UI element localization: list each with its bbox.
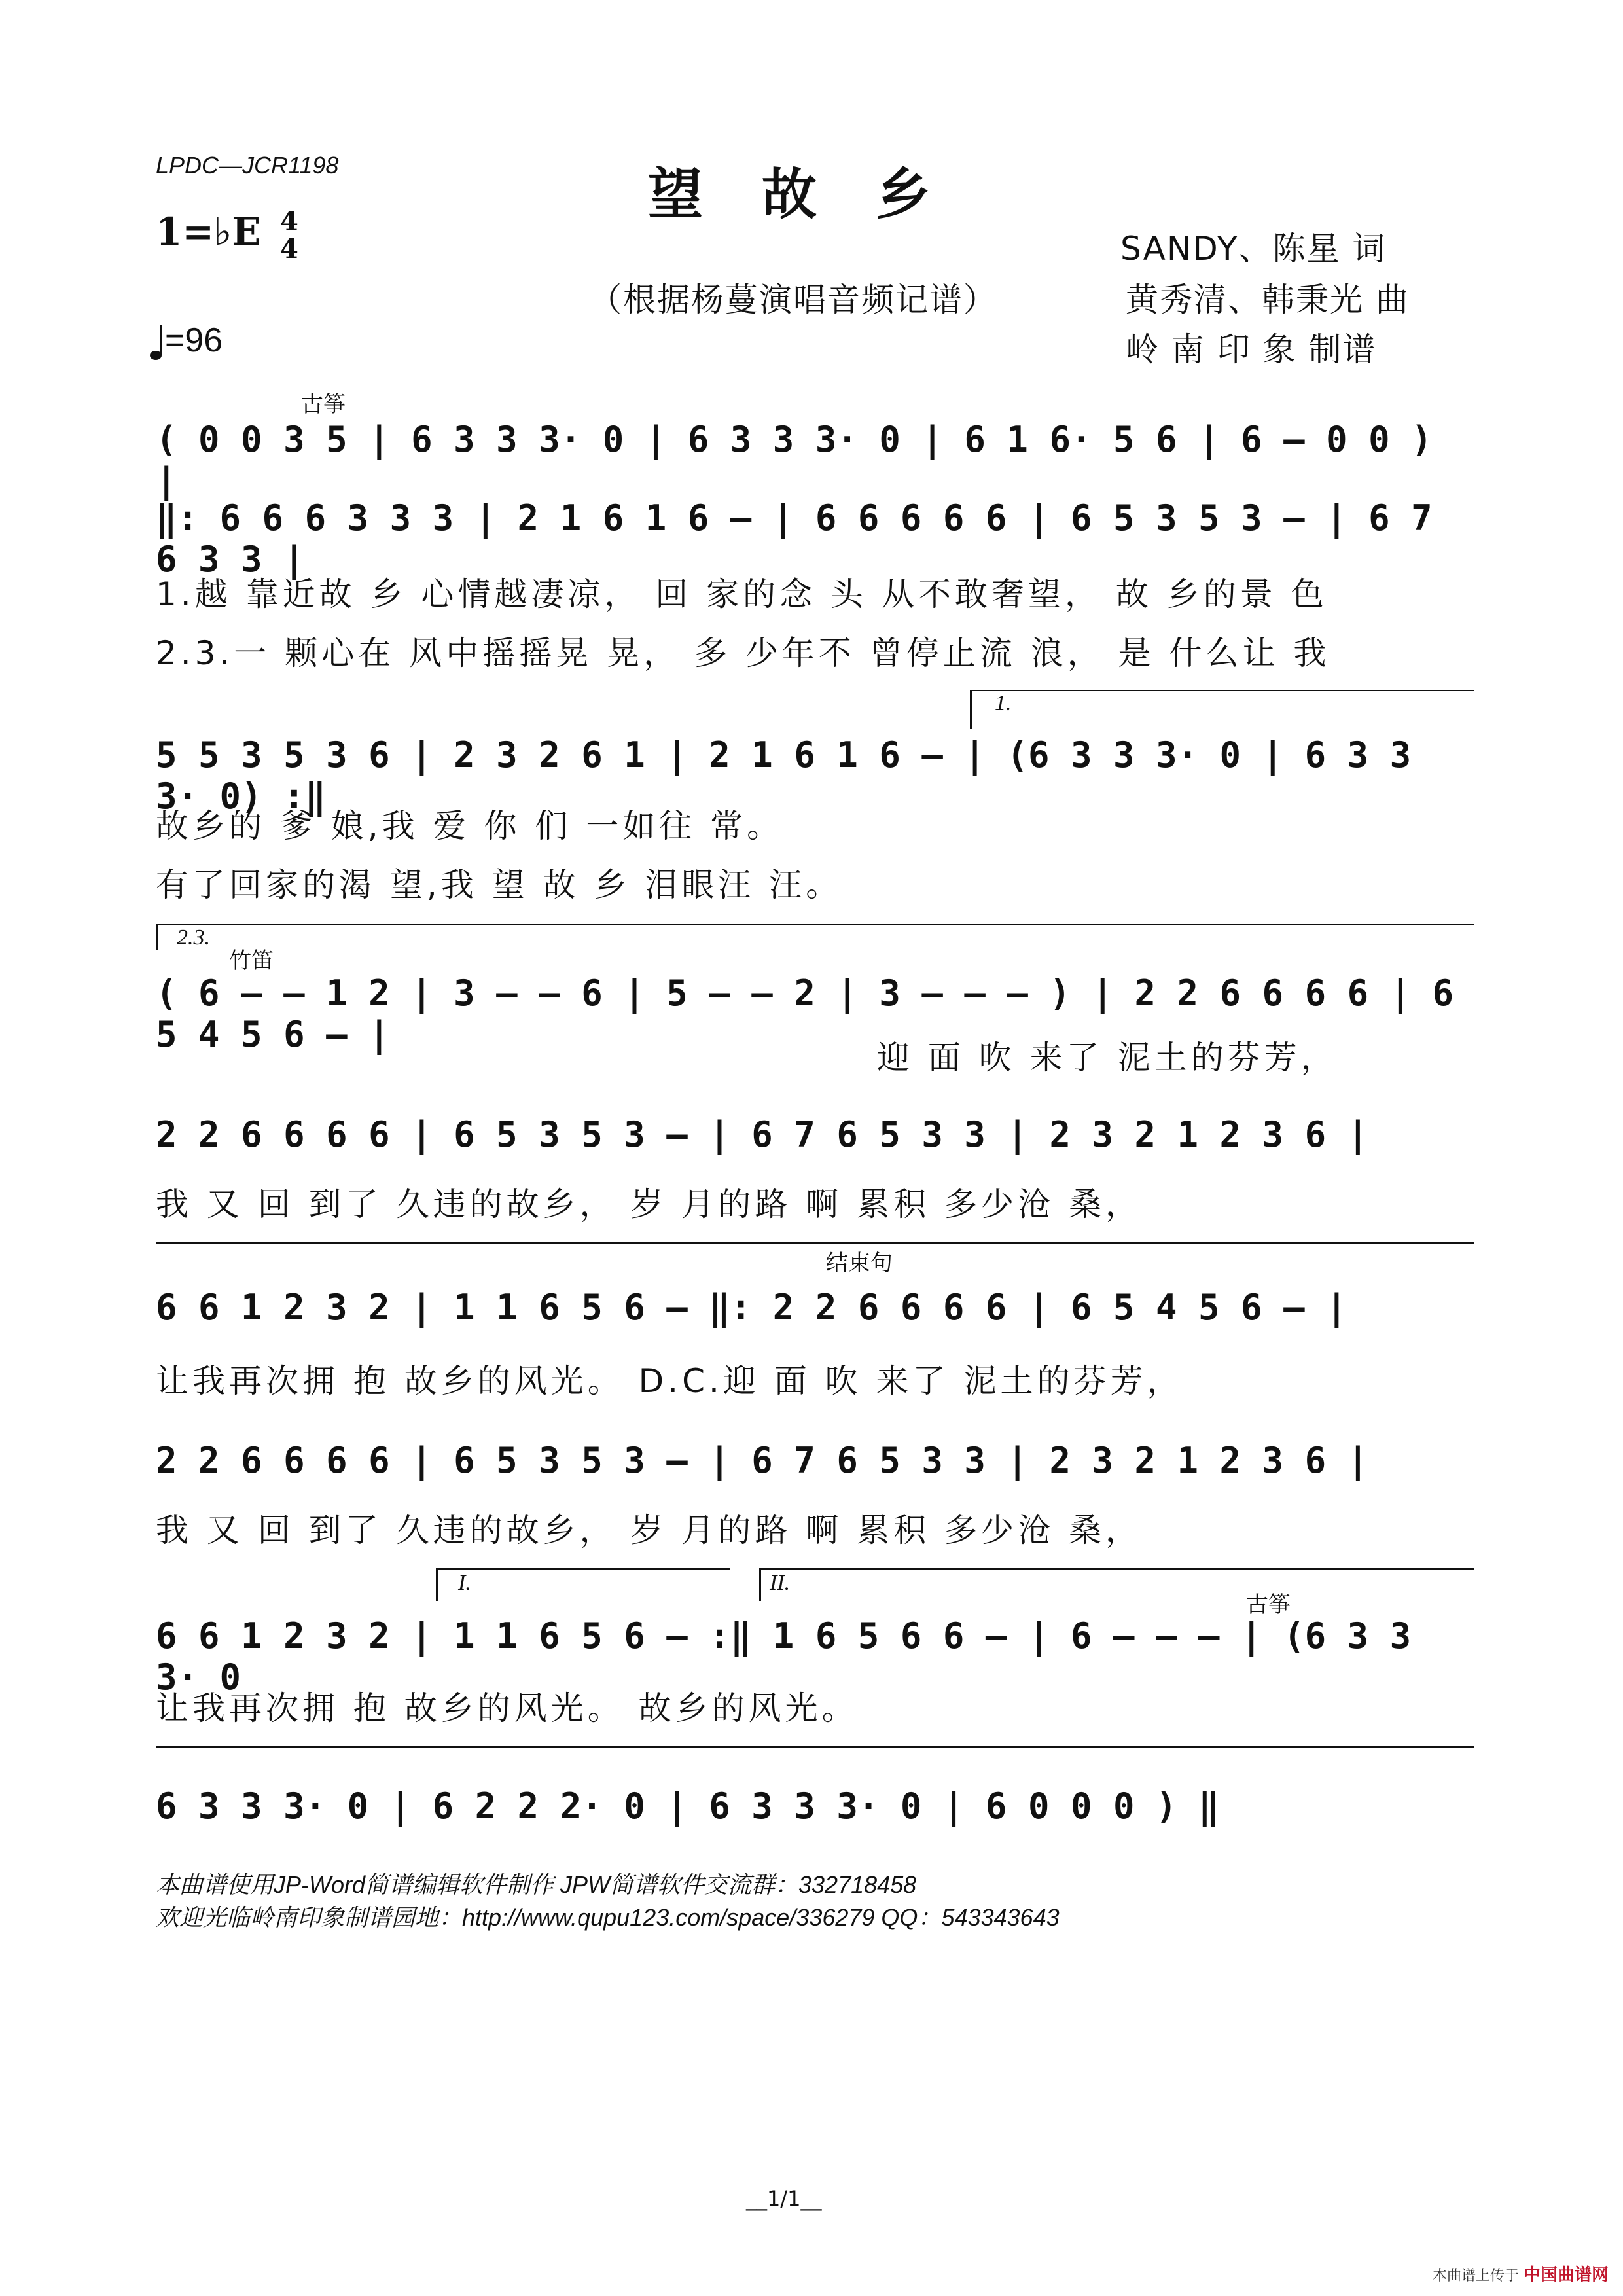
quarter-note-icon [149, 323, 165, 362]
score-code: LPDC—JCR1198 [156, 152, 339, 179]
lyric-line-6-1: 让我再次拥 抱 故乡的风光。 D.C.迎 面 吹 来了 泥土的芬芳， [156, 1362, 1184, 1400]
score-system-4: ( 6 – – 1 2 | 3 – – 6 | 5 – – 2 | 3 – – – ) | 2 2 6 6 6 6 | 6 5 4 5 6 – | [156, 973, 1454, 1055]
meter-top: 4 [280, 206, 298, 237]
volta-bracket-2-3 [156, 924, 1474, 925]
time-signature [280, 208, 298, 263]
lyric-line-3-2: 有了回家的渴 望,我 望 故 乡 泪眼汪 汪。 [156, 866, 843, 904]
lyricist-credit: SANDY、陈星 词 [1120, 230, 1387, 268]
volta-label-II: II. [770, 1571, 791, 1595]
page-number: __1/1__ [746, 2186, 822, 2211]
lyric-line-3-1: 故乡的 爹 娘,我 爱 你 们 一如往 常。 [156, 807, 784, 845]
footer-software-note: 本曲谱使用JP-Word简谱编辑软件制作 JPW简谱软件交流群：332718458 [156, 1871, 917, 1898]
watermark-prefix: 本曲谱上传于 [1432, 2268, 1519, 2284]
final-system-line [156, 1746, 1474, 1748]
lyric-line-4-1: 迎 面 吹 来了 泥土的芬芳， [877, 1039, 1338, 1077]
score-system-5: 2 2 6 6 6 6 | 6 5 3 5 3 – | 6 7 6 5 3 3 | 2 3 2 1 2 3 6 | [156, 1114, 1369, 1155]
score-system-9: 6 3 3 3· 0 | 6 2 2 2· 0 | 6 3 3 3· 0 | 6 0 0 0 ) ‖ [156, 1785, 1220, 1827]
ending-phrase-label: 结束句 [826, 1250, 893, 1276]
volta-bracket-II-edge [759, 1568, 761, 1601]
score-system-6: 6 6 1 2 3 2 | 1 1 6 5 6 – ‖: 2 2 6 6 6 6 | 6 5 4 5 6 – | [156, 1287, 1347, 1328]
volta-label-1: 1. [995, 691, 1012, 715]
lyric-line-5-1: 我 又 回 到了 久违的故乡， 岁 月的路 啊 累积 多少沧 桑， [156, 1185, 1142, 1223]
lyric-line-2-1: 1.越 靠近故 乡 心情越凄凉， 回 家的念 头 从不敢奢望， 故 乡的景 色 [156, 575, 1328, 613]
instrument-label-guzheng-2: 古筝 [1246, 1592, 1291, 1618]
instrument-label-dizi: 竹笛 [229, 948, 274, 974]
footer-website-note: 欢迎光临岭南印象制谱园地：http://www.qupu123.com/space/336279 QQ：543343643 [156, 1904, 1060, 1931]
composer-credit: 黄秀清、韩秉光 曲 [1126, 281, 1410, 319]
tempo-value: =96 [165, 321, 223, 359]
meter-bottom: 4 [280, 234, 298, 264]
site-watermark [1433, 2261, 1609, 2286]
song-title: 望故乡 [648, 162, 990, 226]
instrument-label-guzheng: 古筝 [301, 391, 346, 418]
lyric-line-2-2: 2.3.一 颗心在 风中摇摇晃 晃， 多 少年不 曾停止流 浪， 是 什么让 我 [156, 634, 1330, 672]
score-system-3: 5 5 3 5 3 6 | 2 3 2 6 1 | 2 1 6 1 6 – | (6 3 3 3· 0 | 6 3 3 3· 0) :‖ [156, 734, 1412, 817]
watermark-brand: 中国曲谱网 [1523, 2265, 1609, 2285]
score-system-8: 6 6 1 2 3 2 | 1 1 6 5 6 – :‖ 1 6 5 6 6 – | 6 – – – | (6 3 3 3· 0 [156, 1615, 1412, 1698]
key-signature: 1=♭E [156, 209, 261, 254]
score-system-2: ‖: 6 6 6 3 3 3 | 2 1 6 1 6 – | 6 6 6 6 6 | 6 5 3 5 3 – | 6 7 6 3 3 | [156, 497, 1433, 580]
volta-bracket-2-3-edge [156, 924, 158, 950]
volta-bracket-1-edge [970, 690, 972, 729]
arranger-credit: 岭 南 印 象 制谱 [1126, 331, 1377, 368]
volta-bracket-I-edge [436, 1568, 438, 1601]
source-note: （根据杨蔓演唱音频记谱） [589, 281, 997, 319]
volta-label-I: I. [458, 1571, 471, 1595]
score-system-7: 2 2 6 6 6 6 | 6 5 3 5 3 – | 6 7 6 5 3 3 | 2 3 2 1 2 3 6 | [156, 1440, 1369, 1481]
volta-label-2-3: 2.3. [177, 925, 210, 950]
score-system-1: ( 0 0 3 5 | 6 3 3 3· 0 | 6 3 3 3· 0 | 6 1 6· 5 6 | 6 – 0 0 ) | [156, 419, 1433, 501]
tempo-marking [149, 321, 223, 362]
lyric-line-8-1: 让我再次拥 抱 故乡的风光。 故乡的风光。 [156, 1689, 859, 1727]
volta-bracket-II [759, 1568, 1474, 1570]
volta-bracket-I [436, 1568, 730, 1570]
lyric-line-7-1: 我 又 回 到了 久违的故乡， 岁 月的路 啊 累积 多少沧 桑， [156, 1511, 1142, 1549]
volta-bracket-1 [970, 690, 1474, 691]
section-line [156, 1242, 1474, 1244]
